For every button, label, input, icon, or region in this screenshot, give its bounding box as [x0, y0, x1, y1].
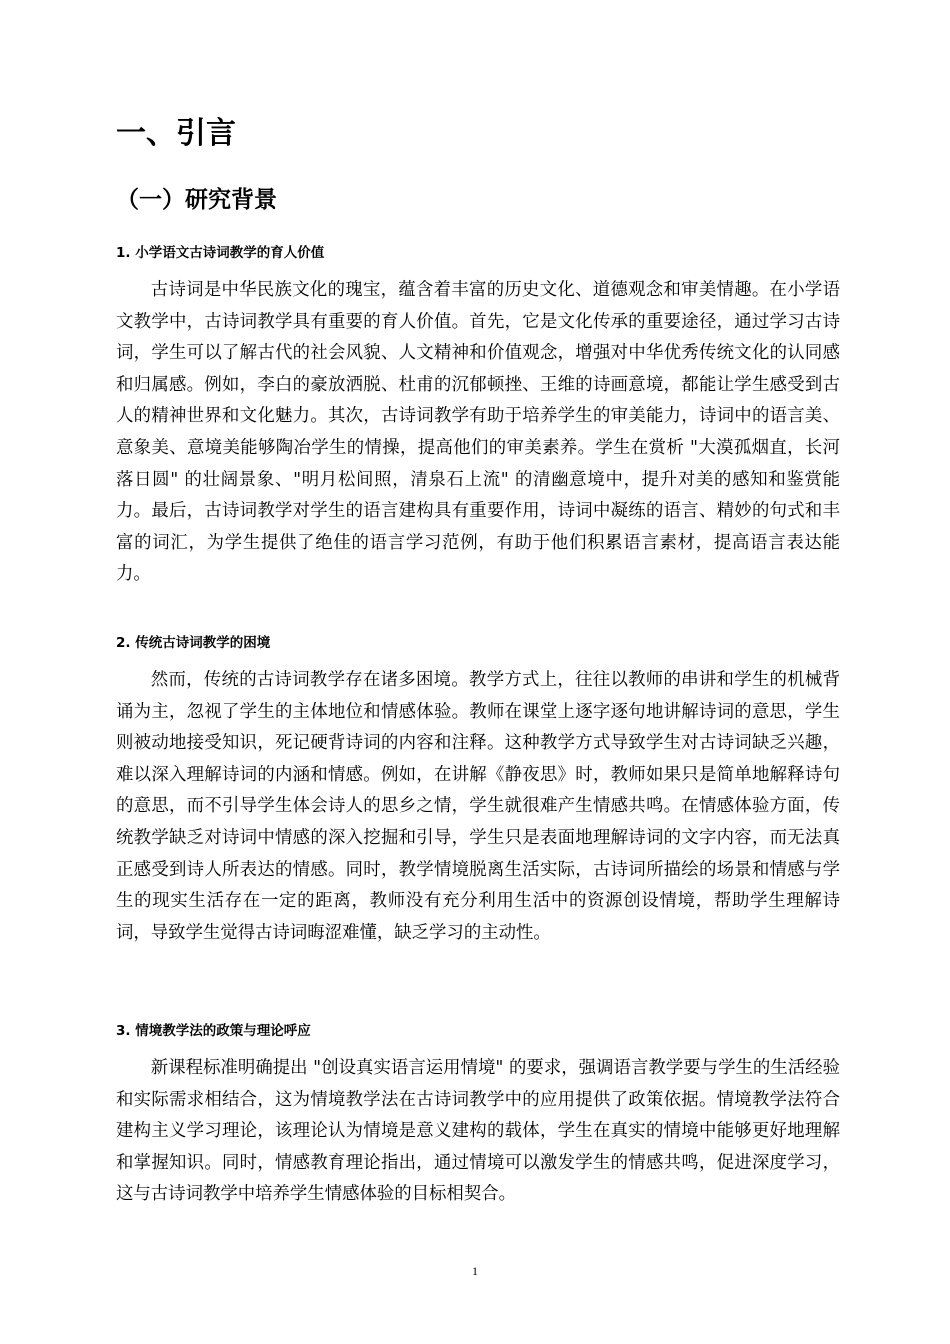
paragraph-1: 古诗词是中华民族文化的瑰宝，蕴含着丰富的历史文化、道德观念和审美情趣。在小学语文教学中，古诗词教学具有重要的育人价值。首先，它是文化传承的重要途径，通过学习古诗词，学生可以了解古代的社会风貌、人文精神和价值观念，增强对中华优秀传统文化的认同感和归属感。例如，李白的豪放洒脱、杜甫的沉郁顿挫、王维的诗画意境，都能让学生感受到古人的精神世界和文化魅力。其次，古诗词教学有助于培养学生的审美能力，诗词中的语言美、意象美、意境美能够陶冶学生的情操，提高他们的审美素养。学生在赏析 "大漠孤烟直，长河落日圆" 的壮阔景象、"明月松间照，清泉石上流" 的清幽意境中，提升对美的感知和鉴赏能力。最后，古诗词教学对学生的语言建构具有重要作用，诗词中凝练的语言、精妙的句式和丰富的词汇，为学生提供了绝佳的语言学习范例，有助于他们积累语言素材，提高语言表达能力。: [116, 280, 840, 585]
chapter-heading: 一、引言: [116, 116, 236, 151]
subsection-title-1: 1. 小学语文古诗词教学的育人价值: [116, 245, 325, 261]
subsection-title-3: 3. 情境教学法的政策与理论呼应: [116, 1023, 311, 1039]
paragraph-2: 然而，传统的古诗词教学存在诸多困境。教学方式上，往往以教师的串讲和学生的机械背诵为主，忽视了学生的主体地位和情感体验。教师在课堂上逐字逐句地讲解诗词的意思，学生则被动地接受知识，死记硬背诗词的内容和注释。这种教学方式导致学生对古诗词缺乏兴趣，难以深入理解诗词的内涵和情感。例如，在讲解《静夜思》时，教师如果只是简单地解释诗句的意思，而不引导学生体会诗人的思乡之情，学生就很难产生情感共鸣。在情感体验方面，传统教学缺乏对诗词中情感的深入挖掘和引导，学生只是表面地理解诗词的文字内容，而无法真正感受到诗人所表达的情感。同时，教学情境脱离生活实际，古诗词所描绘的场景和情感与学生的现实生活存在一定的距离，教师没有充分利用生活中的资源创设情境，帮助学生理解诗词，导致学生觉得古诗词晦涩难懂，缺乏学习的主动性。: [116, 670, 840, 943]
section-heading: （一）研究背景: [116, 187, 277, 213]
paragraph-3: 新课程标准明确提出 "创设真实语言运用情境" 的要求，强调语言教学要与学生的生活经验和实际需求相结合，这为情境教学法在古诗词教学中的应用提供了政策依据。情境教学法符合建构主义学习理论，该理论认为情境是意义建构的载体，学生在真实的情境中能够更好地理解和掌握知识。同时，情感教育理论指出，通过情境可以激发学生的情感共鸣，促进深度学习，这与古诗词教学中培养学生情感体验的目标相契合。: [116, 1058, 840, 1205]
page-number: 1: [472, 1264, 478, 1278]
subsection-title-2: 2. 传统古诗词教学的困境: [116, 635, 271, 651]
